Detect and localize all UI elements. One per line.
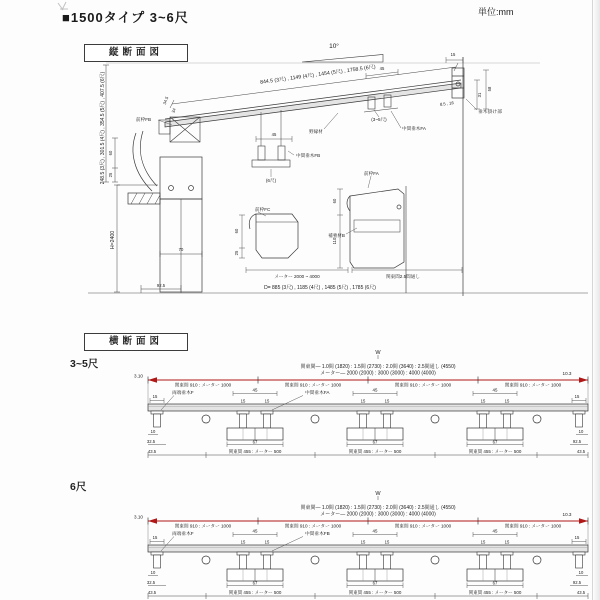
mid-rafter-detail (252, 110, 294, 177)
dim-arrow-left (148, 377, 157, 382)
fc-h2-dim: 25 (234, 250, 239, 256)
wall-dim-top: 15 (450, 52, 456, 57)
right-dim-a: 10 (578, 570, 584, 575)
right-edge-dim: 10.3 (562, 371, 572, 376)
scan-page-edge (592, 0, 600, 600)
front-frame-fa-label: 前枠FA (364, 171, 379, 176)
slope-dim-line (170, 63, 458, 108)
rafter-flange-dim: 15 (264, 398, 270, 404)
rafter-bottom-dim: 67 (252, 439, 258, 445)
wall-dim-bottom: 8.5 , 16 (439, 100, 455, 107)
mid-rafter (237, 411, 249, 414)
left-dim-c: 43.5 (147, 449, 157, 454)
rafter-flange-dim: 15 (504, 539, 510, 545)
rafter-top-dim: 45 (492, 528, 498, 534)
mid-rafter (240, 555, 247, 569)
rafter-hanger-label: 垂木掛け部 (478, 110, 502, 115)
slope-angle-symbol (302, 55, 383, 63)
roof-panel (165, 80, 461, 127)
mid-rafter-fb-label: 中間垂木FB (296, 153, 321, 158)
rafter-bottom-dim: 67 (492, 580, 498, 586)
edge-rafter-dim: 15 (152, 535, 158, 540)
mid-rafter (360, 555, 367, 569)
mid-rafter-fb-note: (6尺) (265, 178, 277, 183)
right-dim-b: 92.5 (572, 439, 582, 444)
bay-dim-label: 関東間 910 : メーター 1000 (504, 382, 562, 388)
purlin-circle (202, 556, 210, 564)
bay-dim-label: 関東間 910 : メーター 1000 (284, 382, 342, 388)
unit-note: 単位:mm (478, 7, 514, 17)
edge-rafter (573, 552, 585, 555)
front-frame-fb-label: 前枠FB (136, 117, 152, 122)
rafter-flange-dim: 15 (504, 398, 510, 404)
purlin-circle (533, 556, 541, 564)
vertical-section-label: 縦断面図 (84, 44, 188, 62)
mid-rafter (357, 552, 369, 555)
left-dim-chain (103, 65, 202, 293)
bay-dim-label: 関東間 910 : メーター 1000 (394, 382, 452, 388)
bay-dim-label: 関東間 910 : メーター 1000 (174, 523, 232, 529)
mid-rafter-label: 中間垂木FB (305, 531, 330, 536)
front-h2-dim: 25 (108, 172, 113, 178)
rafter-top-dim: 45 (252, 528, 258, 534)
rafter-flange-dim: 15 (240, 539, 246, 545)
mid-rafter (480, 555, 487, 569)
bay-dim-label: 関東間 910 : メーター 1000 (504, 523, 562, 529)
left-dim-b: 32.5 (146, 439, 156, 444)
mid-rafter (504, 555, 511, 569)
roof-panel-band (148, 545, 588, 552)
width-mark: W (375, 350, 381, 356)
edge-rafter (151, 552, 163, 555)
mid-rafter (384, 555, 391, 569)
curved-support (133, 131, 157, 191)
purlin-circle (431, 415, 439, 423)
edge-rafter-dim: 15 (152, 394, 158, 399)
width-mark: W (375, 491, 381, 497)
mid-rafter (381, 552, 393, 555)
right-edge-dim: 10.3 (562, 512, 572, 517)
fa-h1-dim: 60 (332, 198, 337, 204)
sub-bay-label: 関東間 455 : メーター 500 (468, 449, 522, 454)
rafter-flange-dim: 15 (360, 539, 366, 545)
mid-rafter (261, 411, 273, 414)
cross-section-label: 横断面図 (84, 333, 188, 351)
upper-rafter-note: (3~5尺) (371, 117, 387, 122)
rafter-bottom-dim: 67 (372, 439, 378, 445)
variant-label-6: 6尺 (70, 481, 87, 493)
right-dim-c: 43.5 (576, 449, 586, 454)
purlin-circle (202, 415, 210, 423)
front-frame-fc-label: 前枠FC (255, 207, 271, 212)
slope-dim-text: 844.5 (3尺) , 1149 (4尺) , 1454 (5尺) , 1758.5 (6尺) (259, 64, 376, 86)
rafter-flange-dim: 15 (384, 398, 390, 404)
edge-rafter-dim: 15 (574, 535, 580, 540)
right-dim-c: 43.5 (576, 590, 586, 595)
rafter-flange-dim: 15 (240, 398, 246, 404)
vertical-section-drawing (88, 42, 588, 296)
post-assembly (128, 157, 202, 292)
wall-dim-h2: 31 (477, 92, 482, 98)
mid-rafter-label: 中間垂木FA (305, 390, 330, 395)
mid-rafter (501, 552, 513, 555)
nobuchi-label: 野縁材 (309, 129, 323, 134)
upper-rafter-dim: 45 (379, 66, 385, 71)
sub-bay-label: 関東間 455 : メーター 500 (348, 590, 402, 595)
scan-artifact (58, 2, 68, 10)
mid-rafter (480, 414, 487, 428)
rafter-flange-dim: 15 (384, 539, 390, 545)
mid-rafter (261, 552, 273, 555)
edge-rafter-label: 両端垂木F (172, 390, 194, 395)
width-line1: 関東間― 1.0間 (1820) : 1.5間 (2730) : 2.0間 (3640) : 2.5間通し (4550) (300, 364, 456, 370)
fa-h2-dim: 110 (332, 237, 337, 245)
sub-bay-label: 関東間 455 : メーター 500 (228, 590, 282, 595)
rafter-flange-dim: 15 (480, 398, 486, 404)
rafter-flange-dim: 15 (264, 539, 270, 545)
rafter-bottom-dim: 67 (372, 580, 378, 586)
right-dim-a: 10 (578, 429, 584, 434)
edge-rafter-label: 両端垂木F (172, 531, 194, 536)
fc-h1-dim: 60 (234, 228, 239, 234)
mid-rafter (501, 411, 513, 414)
rafter-top-dim: 45 (492, 387, 498, 393)
roof-panel-band (148, 404, 588, 411)
post-height-dim: H=2400 (110, 230, 116, 250)
mid-rafter (264, 414, 271, 428)
left-dim-c: 43.5 (147, 590, 157, 595)
mid-rafter (357, 411, 369, 414)
bay-dim-label: 関東間 910 : メーター 1000 (394, 523, 452, 529)
left-edge-dim: 3.10 (134, 514, 143, 520)
left-height-dim-text: 248.5 (3尺) , 301.5 (4尺) , 354.5 (5尺) , 407.5 (6尺) (100, 71, 106, 185)
edge-rafter (151, 411, 163, 414)
reinforce-label: 補強材B (328, 233, 345, 238)
rafter-flange-dim: 15 (480, 539, 486, 545)
mid-rafter (477, 411, 489, 414)
bay-dim-label: 関東間 910 : メーター 1000 (284, 523, 342, 529)
post-offset-dim: 92.5 (156, 283, 166, 288)
mid-rafter (360, 414, 367, 428)
front-h1-dim: 60 (108, 150, 113, 156)
depth-dim-text: D= 885 (3尺) , 1185 (4尺) , 1485 (5尺) , 1785 (6尺) (264, 285, 376, 291)
edge-rafter-dim: 15 (574, 394, 580, 399)
rafter-bottom-dim: 67 (252, 580, 258, 586)
left-dim-b: 32.5 (146, 580, 156, 585)
slope-angle-text: 10° (329, 43, 339, 50)
variant-label-3-5: 3~5尺 (70, 358, 99, 370)
left-dim-a: 10 (150, 429, 156, 434)
purlin-circle (431, 556, 439, 564)
mid-rafter (381, 411, 393, 414)
rafter-top-dim: 45 (372, 528, 378, 534)
sub-bay-label: 関東間 455 : メーター 500 (228, 449, 282, 454)
fc-span-note: メーター 2000 ~ 4000 (274, 274, 320, 279)
mid-rafter (237, 552, 249, 555)
left-edge-dim: 3.10 (134, 373, 143, 379)
fa-span-note: 関東間2.5間通し (386, 274, 420, 279)
left-dim-a: 10 (150, 570, 156, 575)
purlin-circle (311, 415, 319, 423)
mid-rafter (240, 414, 247, 428)
wall-and-hanger (452, 57, 464, 296)
eave-dim-1: 34.5 (161, 95, 170, 106)
rafter-flange-dim: 15 (360, 398, 366, 404)
eave-dim-2: 34 (170, 107, 177, 114)
cross-section-6 (134, 491, 588, 599)
edge-rafter (154, 555, 161, 568)
wall-dim-h1: 58 (487, 86, 492, 92)
page-title: ■1500タイプ 3~6尺 (62, 10, 189, 25)
width-line2: メーター― 2000 (2000) : 3000 (3000) : 4000 (4000) (320, 370, 436, 377)
mid-rafter (504, 414, 511, 428)
width-line2: メーター― 2000 (2000) : 3000 (3000) : 4000 (4000) (320, 511, 436, 518)
edge-rafter (154, 414, 161, 427)
mid-rafter (264, 555, 271, 569)
purlin-circle (311, 556, 319, 564)
rafter-bottom-dim: 67 (492, 439, 498, 445)
edge-rafter (576, 414, 583, 427)
post-width-dim: 70 (178, 247, 184, 252)
width-line1: 関東間― 1.0間 (1820) : 1.5間 (2730) : 2.0間 (3640) : 2.5間通し (4550) (300, 505, 456, 511)
mid-rafter (384, 414, 391, 428)
rafter-top-dim: 45 (252, 387, 258, 393)
mid-rafter (477, 552, 489, 555)
mid-rafter-fa-label: 中間垂木FA (402, 126, 426, 131)
bay-dim-label: 関東間 910 : メーター 1000 (174, 382, 232, 388)
edge-rafter (573, 411, 585, 414)
sub-bay-label: 関東間 455 : メーター 500 (468, 590, 522, 595)
sub-bay-label: 関東間 455 : メーター 500 (348, 449, 402, 454)
cross-section-3-5 (134, 350, 588, 458)
mid-rafter-dim: 45 (271, 132, 277, 137)
edge-rafter (576, 555, 583, 568)
dim-arrow-right (579, 377, 588, 382)
dim-arrow-left (148, 518, 157, 523)
rafter-top-dim: 45 (372, 387, 378, 393)
purlin-circle (533, 415, 541, 423)
dim-arrow-right (579, 518, 588, 523)
right-dim-b: 92.5 (572, 580, 582, 585)
